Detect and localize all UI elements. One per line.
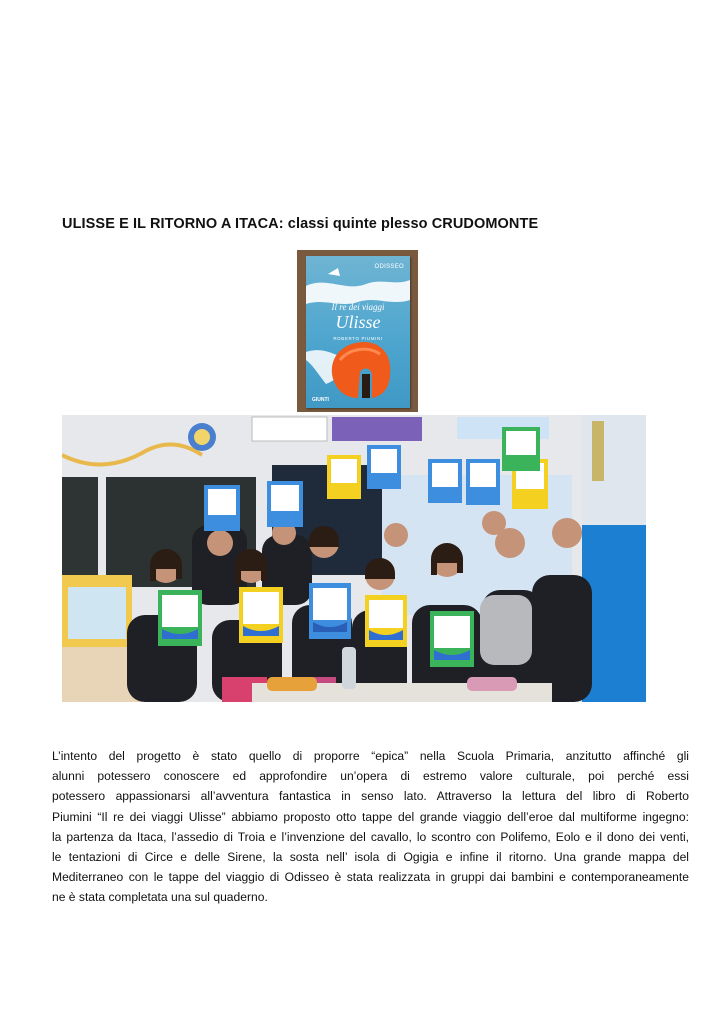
- paragraph-line: Piumini “Il re dei viaggi Ulisse” abbiamo proposto otto tappe del grande viaggio dell’eroe dal multiforme ingegno:: [52, 809, 689, 824]
- paragraph-line: alunni potessero conoscere ed approfondire un’opera di estremo valore culturale, poi perché essi: [52, 769, 689, 784]
- book-title-line2: Ulisse: [335, 312, 381, 332]
- book-author: ROBERTO PIUMINI: [333, 336, 383, 341]
- paragraph-line: Mediterraneo con le tappe del viaggio di Odisseo è stata realizzata in gruppi dai bambini e contemporaneamente: [52, 870, 689, 885]
- helmet-icon: [306, 256, 410, 408]
- book-series: ODISSEO: [374, 264, 404, 270]
- body-paragraph: [52, 746, 689, 908]
- paragraph-line: L’intento del progetto è stato quello di proporre “epica” nella Scuola Primaria, anzitutto affinché gli: [52, 749, 689, 763]
- paragraph-line: la partenza da Itaca, l’assedio di Troia e l’invenzione del cavallo, lo scontro con Polifemo, Eolo e il dono dei venti,: [52, 829, 689, 844]
- book-cover: [306, 256, 410, 408]
- paragraph-line: ne è stata completata una sul quaderno.: [52, 890, 268, 905]
- book-cover-photo: [297, 250, 418, 412]
- book-publisher: GIUNTI: [312, 397, 329, 403]
- paragraph-line: le tentazioni di Circe e delle Sirene, la sosta nell’ isola di Ogigia e infine il ritorno. Una grande mappa del: [52, 850, 689, 865]
- paragraph-line: potessero appassionarsi all’avventura fantastica in senso lato. Attraverso la lettura del libro di Roberto: [52, 789, 689, 804]
- document-title: ULISSE E IL RITORNO A ITACA: classi quinte plesso CRUDOMONTE: [62, 216, 539, 232]
- book-title-line1: Il re dei viaggi: [331, 302, 385, 312]
- classroom-photo: [62, 415, 646, 702]
